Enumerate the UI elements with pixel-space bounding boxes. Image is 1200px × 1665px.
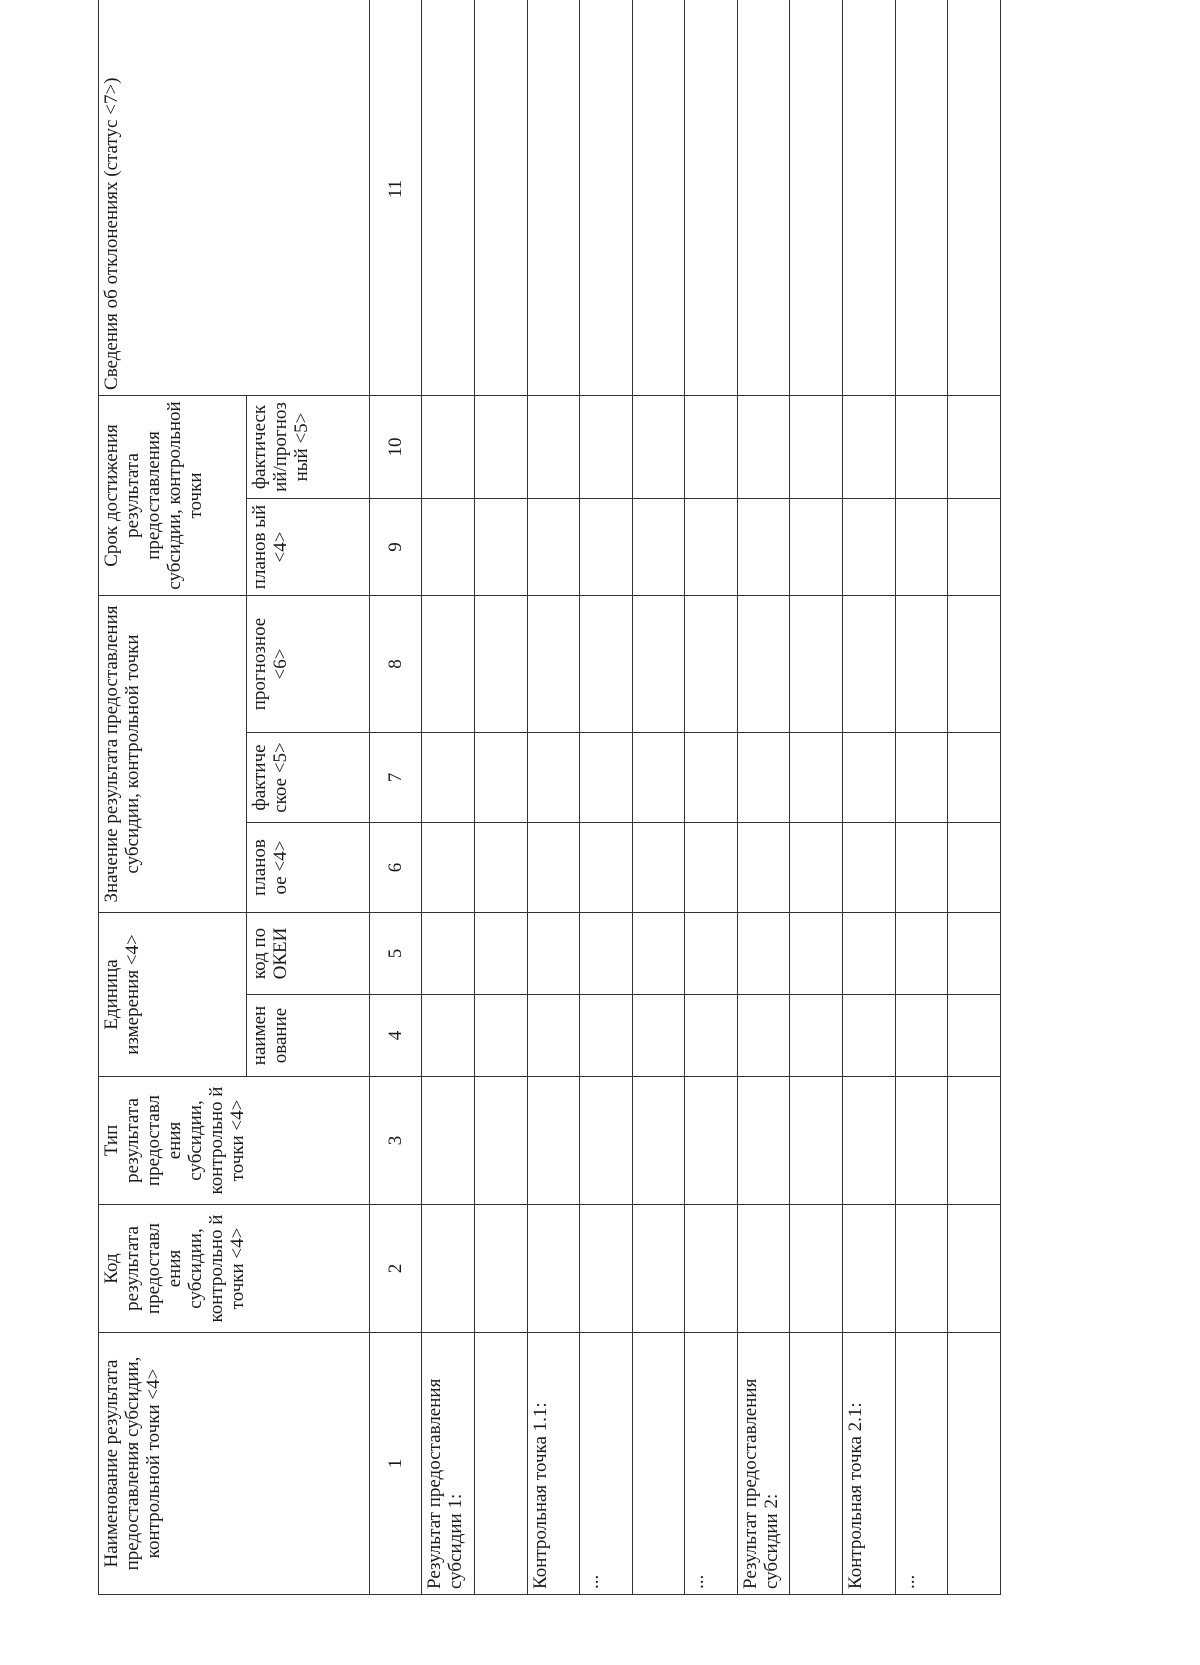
table-cell: [895, 395, 948, 498]
table-cell: [790, 733, 843, 823]
column-number: 11: [369, 0, 422, 395]
table-cell: [422, 395, 475, 498]
table-cell: [895, 499, 948, 596]
table-cell: [527, 499, 580, 596]
column-number: 10: [369, 395, 422, 498]
column-number: 9: [369, 499, 422, 596]
table-cell: [737, 913, 790, 995]
table-cell: [632, 1077, 685, 1205]
row-label: Контрольная точка 1.1:: [527, 1333, 580, 1595]
rotated-table-sheet: [98, 77, 1001, 1595]
table-cell: [843, 913, 896, 995]
table-cell: [632, 499, 685, 596]
column-number: 5: [369, 913, 422, 995]
column-number-row: [369, 0, 422, 1595]
table-row: [843, 0, 896, 1595]
header-col-type: Тип результата предоставл ения субсидии, контрольно й точки <4>: [99, 1077, 370, 1205]
row-label: [474, 1333, 527, 1595]
table-cell: [527, 913, 580, 995]
column-number: 7: [369, 733, 422, 823]
table-cell: [474, 995, 527, 1077]
header-unit-name: наимен ование: [246, 995, 369, 1077]
table-cell: [843, 0, 896, 395]
table-cell: [737, 499, 790, 596]
table-cell: [422, 499, 475, 596]
table-cell: [948, 1205, 1001, 1333]
table-cell: [580, 1077, 633, 1205]
table-cell: [685, 395, 738, 498]
table-cell: [895, 823, 948, 913]
header-term: Срок достижения результата предоставления субсидии, контрольной точки: [99, 395, 247, 595]
table-cell: [790, 395, 843, 498]
table-cell: [895, 913, 948, 995]
header-value-plan: планов ое <4>: [246, 823, 369, 913]
column-number: 4: [369, 995, 422, 1077]
table-cell: [527, 395, 580, 498]
row-label: ...: [895, 1333, 948, 1595]
table-cell: [895, 596, 948, 733]
table-cell: [632, 0, 685, 395]
table-cell: [422, 823, 475, 913]
table-cell: [580, 499, 633, 596]
table-cell: [948, 0, 1001, 395]
table-cell: [843, 995, 896, 1077]
table-cell: [843, 1205, 896, 1333]
header-col-name: Наименование результата предоставления субсидии, контрольной точки <4>: [99, 1333, 370, 1595]
table-cell: [685, 0, 738, 395]
table-cell: [685, 499, 738, 596]
table-cell: [422, 0, 475, 395]
table-cell: [474, 733, 527, 823]
header-unit: Единица измерения <4>: [99, 913, 247, 1077]
table-cell: [685, 913, 738, 995]
table-cell: [685, 823, 738, 913]
table-row: [580, 0, 633, 1595]
table-cell: [632, 995, 685, 1077]
table-cell: [790, 913, 843, 995]
column-number: 2: [369, 1205, 422, 1333]
table-row: [790, 0, 843, 1595]
table-cell: [948, 995, 1001, 1077]
table-cell: [527, 596, 580, 733]
table-cell: [580, 395, 633, 498]
table-cell: [632, 823, 685, 913]
row-label: Результат предоставления субсидии 2:: [737, 1333, 790, 1595]
row-label: Результат предоставления субсидии 1:: [422, 1333, 475, 1595]
table-cell: [843, 499, 896, 596]
row-label: Контрольная точка 2.1:: [843, 1333, 896, 1595]
row-label: [790, 1333, 843, 1595]
row-label: [948, 1333, 1001, 1595]
table-cell: [474, 596, 527, 733]
table-cell: [474, 823, 527, 913]
table-cell: [737, 395, 790, 498]
table-cell: [580, 823, 633, 913]
table-cell: [843, 596, 896, 733]
table-cell: [474, 395, 527, 498]
table-cell: [790, 823, 843, 913]
header-col-code: Код результата предоставл ения субсидии, контрольно й точки <4>: [99, 1205, 370, 1333]
table-cell: [737, 1205, 790, 1333]
header-term-plan: планов ый <4>: [246, 499, 369, 596]
table-cell: [527, 1077, 580, 1205]
table-cell: [685, 995, 738, 1077]
table-cell: [474, 0, 527, 395]
table-cell: [685, 733, 738, 823]
table-cell: [737, 0, 790, 395]
table-cell: [948, 395, 1001, 498]
table-row: [685, 0, 738, 1595]
table-cell: [527, 995, 580, 1077]
table-cell: [527, 1205, 580, 1333]
header-value-forecast: прогнозное <6>: [246, 596, 369, 733]
table-cell: [422, 1077, 475, 1205]
table-cell: [790, 596, 843, 733]
header-deviations: Сведения об отклонениях (статус <7>): [99, 0, 370, 395]
header-unit-code: код по ОКЕИ: [246, 913, 369, 995]
table-cell: [422, 1205, 475, 1333]
table-cell: [790, 499, 843, 596]
column-number: 6: [369, 823, 422, 913]
table-cell: [948, 1077, 1001, 1205]
table-cell: [580, 913, 633, 995]
table-cell: [948, 499, 1001, 596]
table-cell: [580, 1205, 633, 1333]
table-cell: [580, 596, 633, 733]
header-term-fact: фактическ ий/прогноз ный <5>: [246, 395, 369, 498]
table-row: [948, 0, 1001, 1595]
table-cell: [948, 733, 1001, 823]
table-cell: [632, 733, 685, 823]
column-number: 8: [369, 596, 422, 733]
table-cell: [737, 733, 790, 823]
table-cell: [843, 395, 896, 498]
table-cell: [843, 823, 896, 913]
table-cell: [895, 0, 948, 395]
table-row: [527, 0, 580, 1595]
table-cell: [790, 0, 843, 395]
table-cell: [527, 0, 580, 395]
table-cell: [527, 823, 580, 913]
table-cell: [474, 499, 527, 596]
table-cell: [632, 1205, 685, 1333]
table-cell: [685, 596, 738, 733]
table-cell: [790, 1077, 843, 1205]
table-cell: [895, 733, 948, 823]
header-value-fact: фактиче ское <5>: [246, 733, 369, 823]
table-cell: [580, 0, 633, 395]
table-cell: [422, 913, 475, 995]
table-cell: [632, 395, 685, 498]
table-cell: [790, 995, 843, 1077]
column-number: 3: [369, 1077, 422, 1205]
table-cell: [790, 1205, 843, 1333]
table-cell: [737, 596, 790, 733]
header-row-1: [99, 0, 247, 1595]
table-row: [895, 0, 948, 1595]
table-cell: [580, 995, 633, 1077]
table-cell: [737, 1077, 790, 1205]
table-cell: [580, 733, 633, 823]
table-cell: [632, 596, 685, 733]
table-cell: [843, 1077, 896, 1205]
table-cell: [685, 1205, 738, 1333]
table-cell: [895, 1205, 948, 1333]
table-row: [422, 0, 475, 1595]
table-cell: [422, 995, 475, 1077]
table-cell: [737, 823, 790, 913]
table-cell: [422, 733, 475, 823]
row-label: ...: [685, 1333, 738, 1595]
column-number: 1: [369, 1333, 422, 1595]
table-cell: [474, 913, 527, 995]
table-row: [632, 0, 685, 1595]
table-cell: [948, 913, 1001, 995]
table-row: [474, 0, 527, 1595]
table-cell: [685, 1077, 738, 1205]
table-cell: [527, 733, 580, 823]
table-cell: [895, 995, 948, 1077]
table-cell: [422, 596, 475, 733]
row-label: [632, 1333, 685, 1595]
table-cell: [843, 733, 896, 823]
table-cell: [737, 995, 790, 1077]
table-cell: [632, 913, 685, 995]
table-cell: [948, 823, 1001, 913]
row-label: ...: [580, 1333, 633, 1595]
table-cell: [895, 1077, 948, 1205]
table-cell: [474, 1205, 527, 1333]
header-value: Значение результата предоставления субсидии, контрольной точки: [99, 596, 247, 913]
table-cell: [474, 1077, 527, 1205]
table-cell: [948, 596, 1001, 733]
results-table: [98, 0, 1001, 1595]
table-row: [737, 0, 790, 1595]
